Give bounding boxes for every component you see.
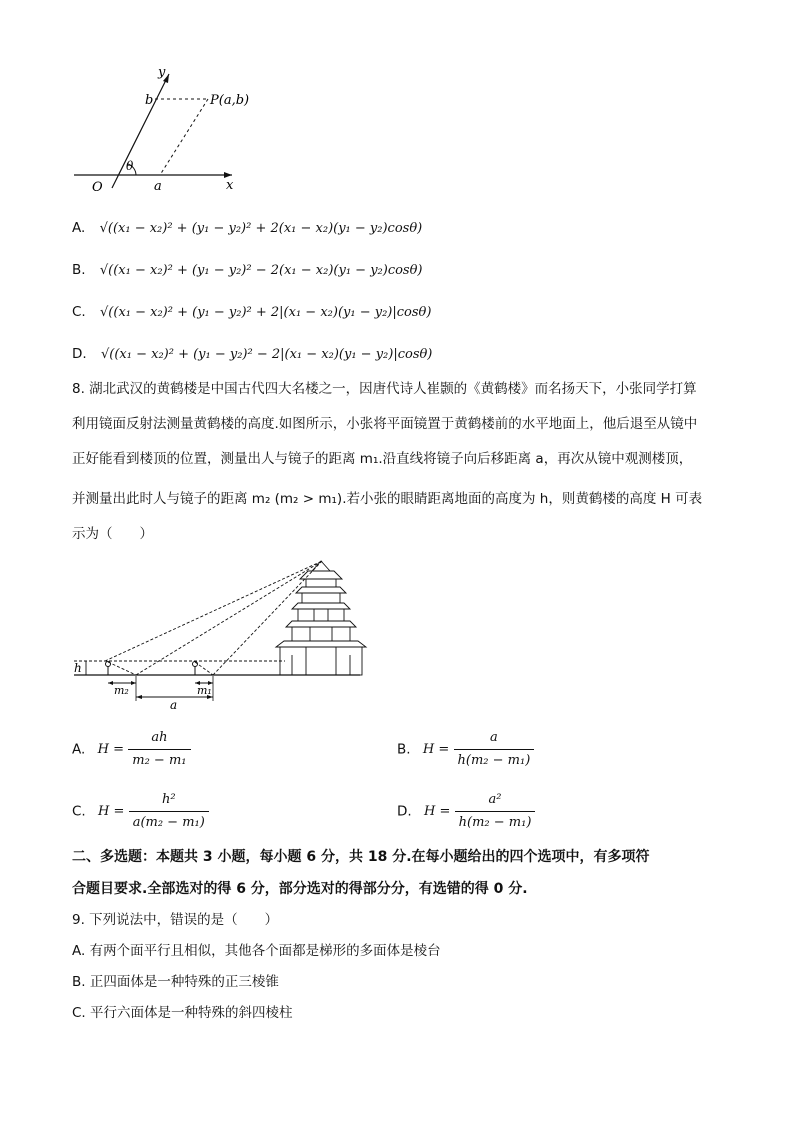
- option-letter: A.: [72, 220, 86, 236]
- option-letter: C.: [72, 803, 86, 820]
- p-to-x-dashed: [160, 99, 208, 175]
- option-fraction: [129, 790, 209, 833]
- q8-stem-line-1: 8. 湖北武汉的黄鹤楼是中国古代四大名楼之一，因唐代诗人崔颢的《黄鹤楼》而名扬天下，小张同学打算: [72, 381, 697, 397]
- theta-label: θ: [126, 159, 134, 173]
- section-2-heading-line-2: 合题目要求.全部选对的得 6 分，部分选对的得部分分，有选错的得 0 分.: [72, 881, 528, 897]
- tower-icon: [276, 561, 366, 675]
- fraction-denominator: a(m₂ − m₁): [129, 811, 209, 833]
- origin-label: O: [92, 180, 103, 195]
- b-label: b: [145, 93, 154, 108]
- q8-option-c: [72, 790, 209, 833]
- fraction-numerator: a: [490, 730, 498, 745]
- fraction-numerator: h²: [161, 792, 176, 807]
- option-lhs: H =: [422, 741, 450, 757]
- tower-mirror-figure: [70, 555, 370, 715]
- option-fraction: [128, 728, 190, 771]
- q9-option-a: A. 有两个面平行且相似，其他各个面都是梯形的多面体是棱台: [72, 943, 441, 959]
- ray-top-left: [105, 561, 322, 661]
- q7-option-d: [72, 344, 432, 365]
- x-label: x: [226, 178, 234, 193]
- m2-arrow-right: [131, 681, 136, 685]
- fraction-numerator: a²: [488, 792, 502, 807]
- option-letter: D.: [397, 803, 412, 820]
- option-letter: B.: [72, 262, 86, 278]
- m1-label: m₁: [197, 684, 212, 697]
- option-letter: C.: [72, 304, 86, 320]
- y-label: y: [158, 65, 166, 80]
- q7-option-b: [72, 260, 423, 281]
- q8-option-a: [72, 728, 191, 771]
- a-label: a: [170, 698, 178, 712]
- q9-stem: 9. 下列说法中，错误的是（ ）: [72, 912, 279, 928]
- option-expression: √((x₁ − x₂)² + (y₁ − y₂)² − 2|(x₁ − x₂)(y₁ − y₂)|cosθ): [100, 347, 433, 362]
- fraction-numerator: ah: [151, 730, 168, 745]
- q8-stem-line-5: 示为（ ）: [72, 526, 153, 542]
- option-lhs: H =: [98, 803, 125, 819]
- option-letter: B.: [397, 741, 411, 758]
- point-p-label: P(a,b): [210, 93, 250, 108]
- option-expression: √((x₁ − x₂)² + (y₁ − y₂)² − 2(x₁ − x₂)(y₁ − y₂)cosθ): [99, 263, 423, 278]
- section-2-heading-line-1: 二、多选题：本题共 3 小题，每小题 6 分，共 18 分.在每小题给出的四个选项中，有多项符: [72, 849, 650, 865]
- a-label: a: [154, 179, 162, 194]
- ray-mirror2-to-top: [136, 561, 322, 675]
- q8-stem-line-4: 并测量出此时人与镜子的距离 m₂ (m₂ > m₁).若小张的眼睛距离地面的高度为 h，则黄鹤楼的高度 H 可表: [72, 491, 703, 507]
- option-lhs: H =: [423, 803, 451, 819]
- option-fraction: [455, 790, 536, 833]
- q9-option-c: C. 平行六面体是一种特殊的斜四棱柱: [72, 1005, 293, 1021]
- y-axis: [112, 74, 169, 188]
- q8-stem-line-3: 正好能看到楼顶的位置，测量出人与镜子的距离 m₁.沿直线将镜子向后移距离 a，再次从镜中观测楼顶，: [72, 451, 693, 467]
- fraction-denominator: m₂ − m₁: [128, 749, 190, 771]
- m2-label: m₂: [114, 684, 129, 697]
- option-letter: A.: [72, 741, 86, 758]
- fraction-denominator: h(m₂ − m₁): [455, 811, 536, 833]
- q9-option-b: B. 正四面体是一种特殊的正三棱锥: [72, 974, 279, 990]
- q8-stem-line-2: 利用镜面反射法测量黄鹤楼的高度.如图所示，小张将平面镜置于黄鹤楼前的水平地面上，他后退至从镜中: [72, 416, 698, 432]
- a-arrow-left: [136, 695, 142, 699]
- option-expression: √((x₁ − x₂)² + (y₁ − y₂)² + 2|(x₁ − x₂)(y₁ − y₂)|cosθ): [100, 305, 432, 320]
- h-label: h: [74, 661, 82, 675]
- fraction-denominator: h(m₂ − m₁): [454, 749, 535, 771]
- option-fraction: [454, 728, 535, 771]
- q7-option-c: [72, 302, 431, 323]
- q8-option-d: [397, 790, 535, 833]
- q8-option-b: [397, 728, 534, 771]
- option-letter: D.: [72, 346, 87, 362]
- q7-option-a: [72, 218, 422, 239]
- option-expression: √((x₁ − x₂)² + (y₁ − y₂)² + 2(x₁ − x₂)(y₁ − y₂)cosθ): [99, 221, 423, 236]
- m2-arrow-left: [108, 681, 113, 685]
- ray-eye-to-mirror2: [108, 662, 136, 675]
- option-lhs: H =: [97, 741, 124, 757]
- oblique-axes-figure: [60, 60, 260, 200]
